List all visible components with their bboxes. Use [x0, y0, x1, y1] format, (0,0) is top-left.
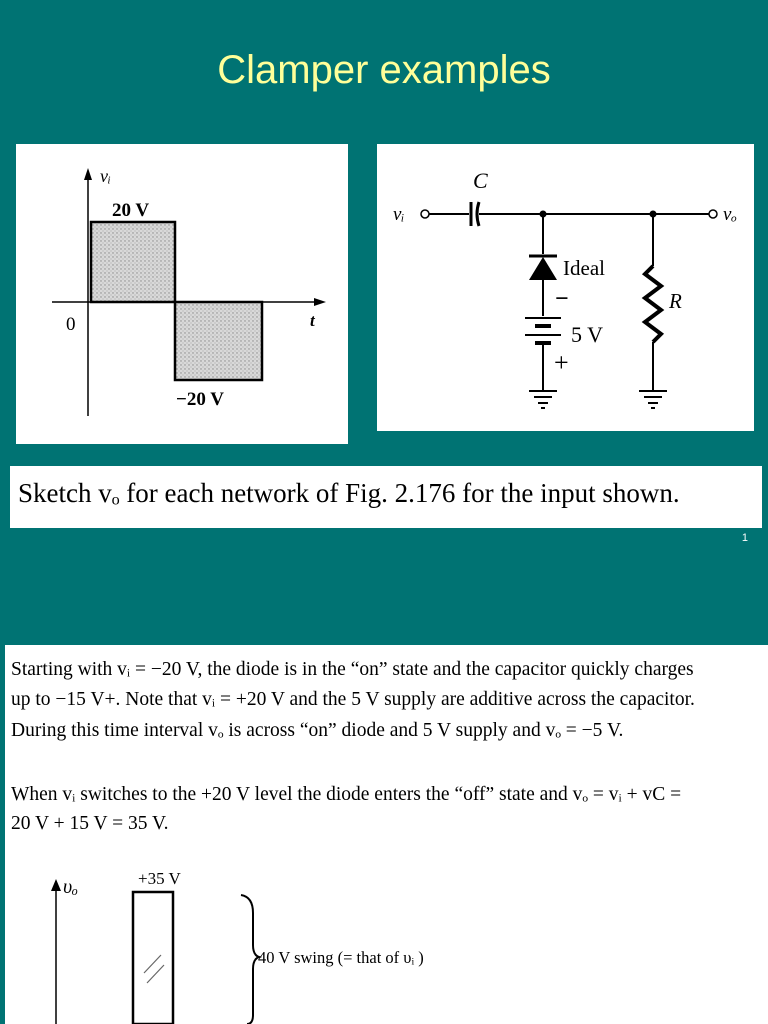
- output-terminal-label: vₒ: [723, 204, 737, 225]
- output-waveform-sketch: [5, 845, 768, 1024]
- x-axis-arrow: [314, 298, 326, 306]
- problem-caption: Sketch vₒ for each network of Fig. 2.176 for the input shown.: [18, 478, 680, 508]
- t-axis-label: t: [310, 311, 315, 330]
- solution-panel: [5, 645, 768, 1024]
- resistor-symbol: [645, 266, 661, 342]
- capacitor-label: C: [473, 168, 488, 193]
- vi-axis-label: vᵢ: [100, 166, 111, 186]
- solution-line-5: 20 V + 15 V = 35 V.: [11, 813, 169, 834]
- y-axis-arrow: [84, 168, 92, 180]
- solution-line-2: up to −15 V+. Note that vᵢ = +20 V and the 5 V supply are additive across the capacitor.: [11, 689, 695, 710]
- solution-line-1: Starting with vᵢ = −20 V, the diode is in the “on” state and the capacitor quickly charges: [11, 659, 694, 680]
- resistor-label: R: [669, 289, 682, 313]
- output-terminal: [709, 210, 717, 218]
- vo-axis-label: υₒ: [63, 876, 78, 898]
- clamper-circuit: [377, 144, 754, 431]
- origin-label: 0: [66, 314, 76, 335]
- input-terminal: [421, 210, 429, 218]
- peak-level-label: +35 V: [138, 869, 181, 888]
- input-waveform-panel: [16, 144, 348, 444]
- high-level-label: 20 V: [112, 200, 150, 221]
- negative-pulse-area: [175, 302, 262, 380]
- solution-slide-background: [0, 600, 768, 1024]
- battery-symbol: [525, 318, 561, 343]
- input-terminal-label: vᵢ: [393, 204, 405, 225]
- problem-caption-box: [10, 466, 762, 528]
- diode-label: Ideal: [563, 256, 605, 280]
- slide-title: Clamper examples: [217, 48, 551, 92]
- swing-brace: [241, 895, 259, 1024]
- positive-pulse-area: [91, 222, 175, 302]
- ground-symbol-resistor: [639, 391, 667, 408]
- battery-plus: +: [554, 348, 569, 377]
- vo-axis-arrow: [51, 879, 61, 891]
- swing-annotation: 40 V swing (= that of υᵢ ): [258, 948, 424, 967]
- battery-minus: −: [555, 286, 569, 312]
- capacitor-symbol: [471, 202, 479, 226]
- slide-number: 1: [741, 532, 748, 544]
- diode-symbol: [529, 256, 557, 280]
- input-waveform-graph: [16, 144, 348, 444]
- solution-line-3: During this time interval vₒ is across “on” diode and 5 V supply and vₒ = −5 V.: [11, 720, 624, 741]
- ground-symbol-diode: [529, 391, 557, 408]
- circuit-panel: [377, 144, 754, 431]
- battery-voltage-label: 5 V: [571, 322, 603, 347]
- low-level-label: −20 V: [176, 389, 224, 410]
- output-pulse: [133, 892, 173, 1024]
- solution-line-4: When vᵢ switches to the +20 V level the diode enters the “off” state and vₒ = vᵢ + vC =: [11, 784, 682, 805]
